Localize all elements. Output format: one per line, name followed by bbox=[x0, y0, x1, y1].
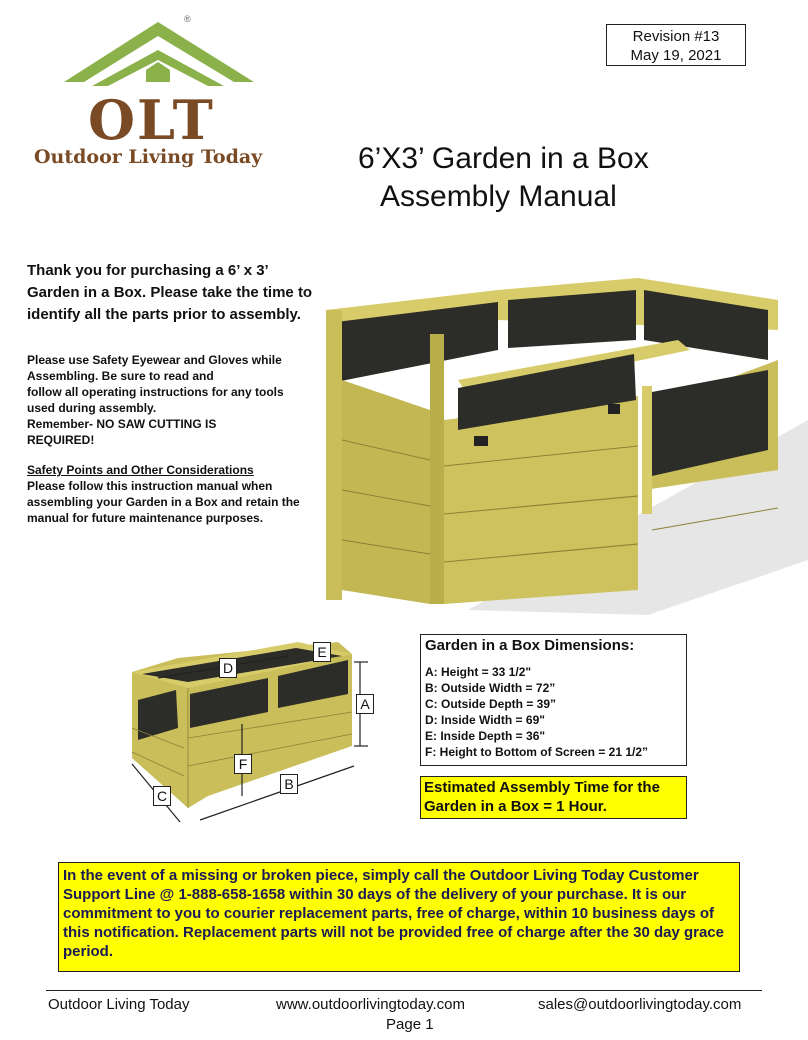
label-d: D bbox=[219, 658, 237, 678]
label-e: E bbox=[313, 642, 331, 662]
label-f: F bbox=[234, 754, 252, 774]
support-notice: In the event of a missing or broken piece, simply call the Outdoor Living Today Customer Support Line @ 1-888-658-1658 within 30 days of the delivery of your purchase. It is our commitment to you to courier replacement parts, free of charge, within 10 business days of this notification. Replacement parts will not be provided free of charge after the 30 day grace period. bbox=[58, 862, 740, 972]
safety-line: Remember- NO SAW CUTTING IS bbox=[27, 417, 217, 431]
dimension-item: C: Outside Depth = 39” bbox=[425, 697, 557, 711]
footer-email[interactable]: sales@outdoorlivingtoday.com bbox=[538, 996, 742, 1013]
revision-date: May 19, 2021 bbox=[630, 47, 722, 64]
dimensions-title: Garden in a Box Dimensions: bbox=[425, 637, 635, 654]
dimension-item: A: Height = 33 1/2" bbox=[425, 665, 532, 679]
safety-line: Please use Safety Eyewear and Gloves while bbox=[27, 353, 282, 367]
safety-line: follow all operating instructions for any tools bbox=[27, 385, 284, 399]
revision-number: Revision #13 bbox=[632, 28, 720, 45]
label-b: B bbox=[280, 774, 298, 794]
document-subtitle: Assembly Manual bbox=[380, 180, 617, 213]
safety-line: used during assembly. bbox=[27, 401, 157, 415]
assembly-time-box: Estimated Assembly Time for the Garden in a Box = 1 Hour. bbox=[420, 776, 687, 819]
label-a: A bbox=[356, 694, 374, 714]
footer-divider bbox=[46, 990, 762, 991]
footer-company: Outdoor Living Today bbox=[48, 996, 190, 1013]
safety-points-heading: Safety Points and Other Considerations bbox=[27, 463, 254, 477]
safety-line: REQUIRED! bbox=[27, 433, 95, 447]
safety-points bbox=[27, 462, 327, 526]
label-c: C bbox=[153, 786, 171, 806]
dimension-item: B: Outside Width = 72” bbox=[425, 681, 556, 695]
dimension-item: F: Height to Bottom of Screen = 21 1/2” bbox=[425, 745, 649, 759]
logo-company-name: Outdoor Living Today bbox=[34, 146, 263, 168]
dimensions-box bbox=[420, 634, 687, 766]
registered-mark: ® bbox=[184, 14, 191, 24]
logo-brand: OLT bbox=[88, 88, 215, 152]
dimensions-list bbox=[425, 664, 682, 760]
page-number: Page 1 bbox=[386, 1016, 434, 1033]
dimension-item: E: Inside Depth = 36" bbox=[425, 729, 546, 743]
safety-points-body: Please follow this instruction manual when assembling your Garden in a Box and retain the manual for future maintenance purposes. bbox=[27, 479, 300, 525]
footer-website[interactable]: www.outdoorlivingtoday.com bbox=[276, 996, 465, 1013]
dimension-item: D: Inside Width = 69" bbox=[425, 713, 545, 727]
safety-line: Assembling. Be sure to read and bbox=[27, 369, 214, 383]
safety-instructions bbox=[27, 352, 327, 448]
intro-paragraph: Thank you for purchasing a 6’ x 3’ Garden in a Box. Please take the time to identify all the parts prior to assembly. bbox=[27, 262, 313, 323]
revision-box bbox=[606, 24, 746, 66]
garden-box-illustration bbox=[318, 270, 808, 615]
document-title: 6’X3’ Garden in a Box bbox=[358, 142, 649, 175]
